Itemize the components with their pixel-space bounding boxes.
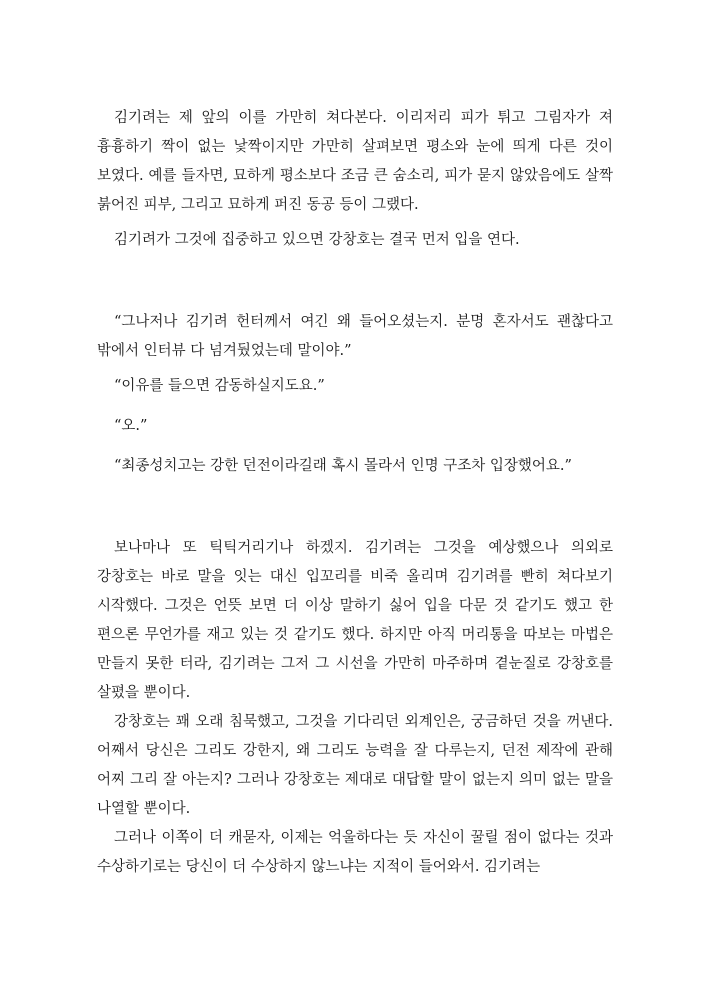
paragraph-questioning: 그러나 이쪽이 더 캐묻자, 이제는 억울하다는 듯 자신이 꿀릴 점이 없다는 것과 수상하기로는 당신이 더 수상하지 않느냐는 지적이 들어와서. 김기려는: [97, 830, 613, 875]
dialogue-kim-rescue: “최종성치고는 강한 던전이라길래 혹시 몰라서 인명 구조차 입장했어요.”: [114, 458, 572, 474]
dialogue-kim-reason: “이유를 들으면 감동하실지도요.”: [114, 378, 325, 394]
dialogue-kang-question: “그나저나 김기려 헌터께서 여긴 왜 들어오셨는지. 분명 혼자서도 괜찮다고 밖에서 인터뷰 다 넘겨뒀었는데 말이야.”: [97, 314, 613, 359]
paragraph-observation: 김기려는 제 앞의 이를 가만히 쳐다본다. 이리저리 피가 튀고 그림자가 져 흉흉하기 짝이 없는 낯짝이지만 가만히 살펴보면 평소와 눈에 띄게 다른 것이 보였다. 예를 들자면, 묘하게 평소보다 조금 큰 숨소리, 피가 묻지 않았음에도 살짝 붉어진 피부, 그리고 묘하게 퍼진 동공 등이 그랬다.: [97, 110, 613, 213]
paragraph-staring: 보나마나 또 틱틱거리기나 하겠지. 김기려는 그것을 예상했으나 의외로 강창호는 바로 말을 잇는 대신 입꼬리를 비죽 올리며 김기려를 빤히 쳐다보기 시작했다. 그것은 언뜻 보면 더 이상 말하기 싫어 입을 다문 것 같기도 했고 한 편으론 무언가를 재고 있는 것 같기도 했다. 하지만 아직 머리통을 따보는 마법은 만들지 못한 터라, 김기려는 그저 그 시선을 가만히 마주하며 곁눈질로 강창호를 살폈을 뿐이다.: [97, 540, 613, 701]
paragraph-focus: 김기려가 그것에 집중하고 있으면 강창호는 결국 먼저 입을 연다.: [114, 232, 520, 248]
paragraph-silence: 강창호는 꽤 오래 침묵했고, 그것을 기다리던 외계인은, 궁금하던 것을 꺼낸다. 어째서 당신은 그리도 강한지, 왜 그리도 능력을 잘 다루는지, 던전 제작에 관해 어찌 그리 잘 아는지? 그러나 강창호는 제대로 대답할 말이 없는지 의미 없는 말을 나열할 뿐이다.: [97, 714, 613, 817]
dialogue-kang-oh: “오.”: [114, 418, 148, 434]
